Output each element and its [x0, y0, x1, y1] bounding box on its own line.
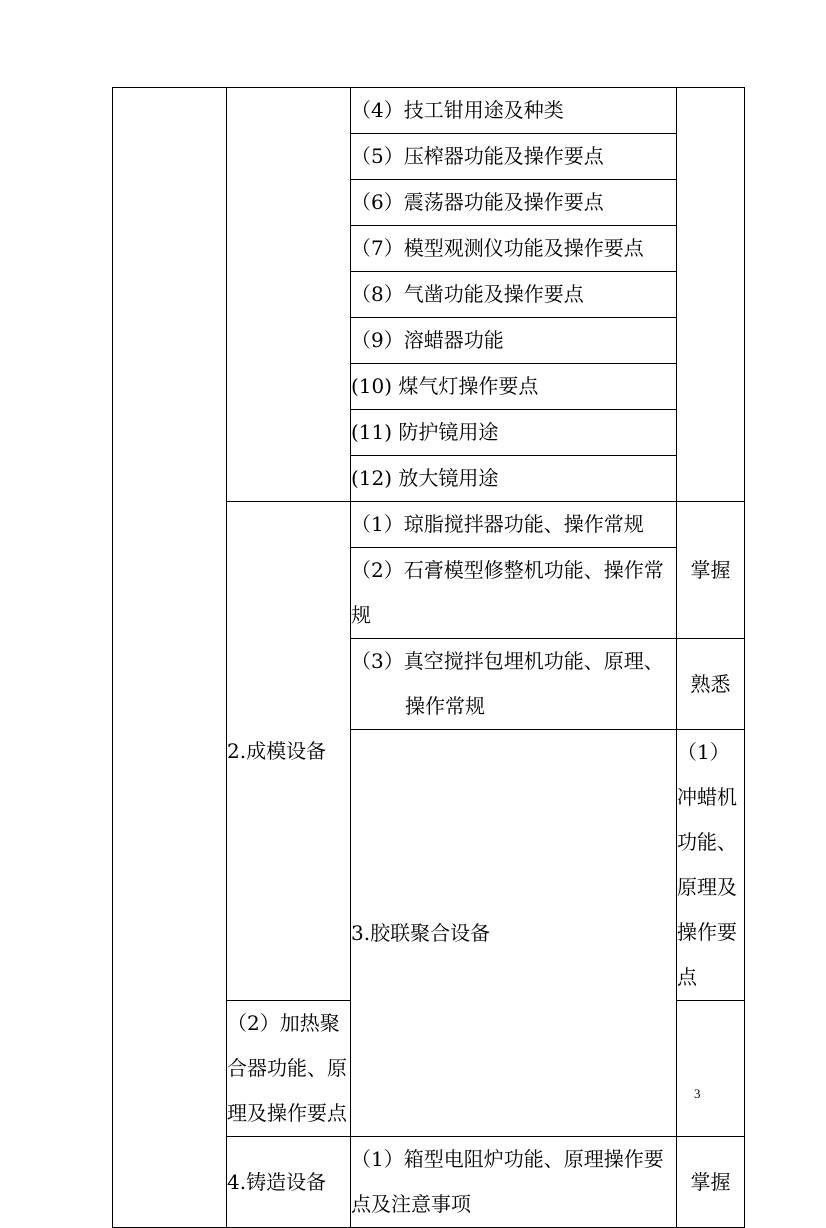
content-cell: （1）箱型电阻炉功能、原理操作要点及注意事项 — [351, 1137, 677, 1228]
content-cell: （2）加热聚合器功能、原理及操作要点 — [227, 1001, 351, 1137]
level-cell: 熟悉 — [677, 639, 745, 730]
content-cell: （7）模型观测仪功能及操作要点 — [351, 226, 677, 272]
content-cell: （2）石膏模型修整机功能、操作常规 — [351, 548, 677, 639]
category-cell: 4.铸造设备 — [227, 1137, 351, 1228]
category-cell-continued — [227, 88, 351, 502]
content-cell: （4）技工钳用途及种类 — [351, 88, 677, 134]
table-row — [113, 88, 745, 134]
content-cell — [351, 639, 677, 730]
content-cell: （6）震荡器功能及操作要点 — [351, 180, 677, 226]
content-cell: （5）压榨器功能及操作要点 — [351, 134, 677, 180]
content-cell: （9）溶蜡器功能 — [351, 318, 677, 364]
content-cell: （1）冲蜡机功能、原理及操作要点 — [677, 730, 745, 1001]
level-cell: 掌握 — [677, 1137, 745, 1228]
content-cell: (11) 防护镜用途 — [351, 410, 677, 456]
level-cell: 掌握 — [677, 502, 745, 639]
content-cell: （1）琼脂搅拌器功能、操作常规 — [351, 502, 677, 548]
unit-column-cell — [113, 88, 227, 1228]
page-number: 3 — [694, 1086, 701, 1101]
content-cell: (10) 煤气灯操作要点 — [351, 364, 677, 410]
content-cell: （8）气凿功能及操作要点 — [351, 272, 677, 318]
category-cell: 3.胶联聚合设备 — [351, 730, 677, 1137]
content-line: 操作常规 — [405, 694, 485, 718]
content-line: （3）真空搅拌包埋机功能、原理、 — [351, 649, 664, 673]
level-cell-continued — [677, 88, 745, 502]
content-cell: (12) 放大镜用途 — [351, 456, 677, 502]
syllabus-table — [112, 87, 745, 1228]
category-cell: 2.成模设备 — [227, 502, 351, 1001]
